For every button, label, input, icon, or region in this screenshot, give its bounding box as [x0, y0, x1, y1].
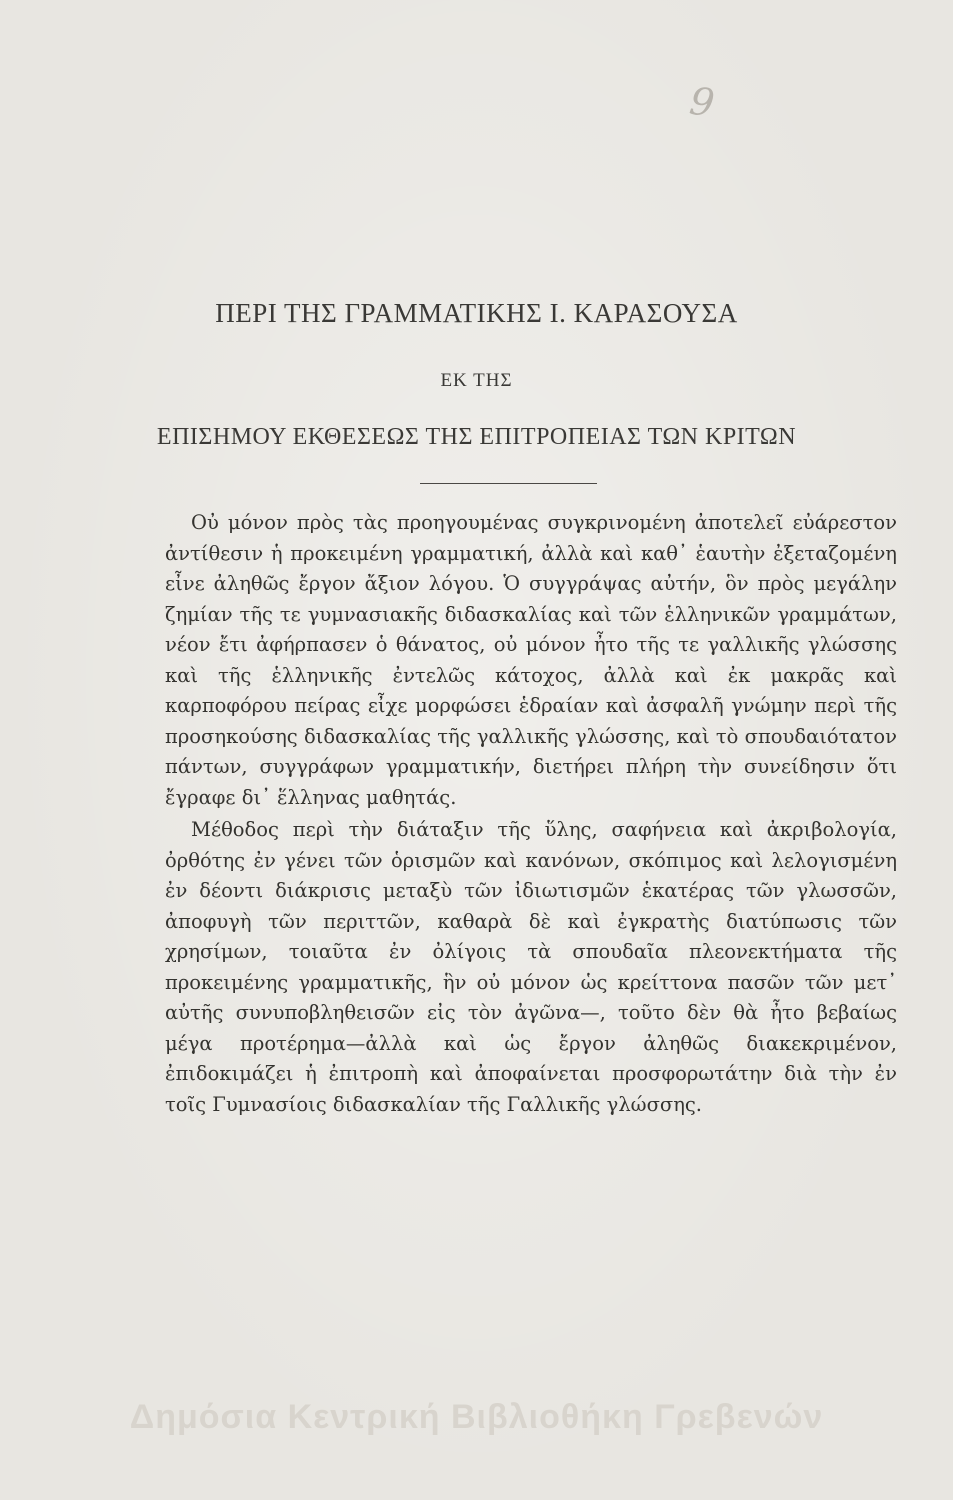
paragraph-2: Μέθοδος περὶ τὴν διάταξιν τῆς ὕλης, σαφήνεια καὶ ἀκριβολογία, ὀρθότης ἐν γένει τῶν ὁρισμῶν καὶ κανόνων, σκόπιμος καὶ λελογισμένη ἐν δέοντι διάκρισις μεταξὺ τῶν ἰδιωτισμῶν ἑκατέρας τῶν γλωσσῶν, ἀποφυγὴ τῶν περιττῶν, καθαρὰ δὲ καὶ ἐγκρατὴς διατύπωσις τῶν χρησίμων, τοιαῦτα ἐν ὀλίγοις τὰ σπουδαῖα πλεονεκτήματα τῆς προκειμένης γραμματικῆς, ἣν οὐ μόνον ὡς κρείττονα πασῶν τῶν μετ᾽ αὐτῆς συνυποβληθεισῶν εἰς τὸν ἀγῶνα—, τοῦτο δὲν θὰ ἦτο βεβαίως μέγα προτέρημα—ἀλλὰ καὶ ὡς ἔργον ἀληθῶς διακεκριμένον, ἐπιδοκιμάζει ἡ ἐπιτροπὴ καὶ ἀποφαίνεται προσφορωτάτην διὰ τὴν ἐν τοῖς Γυμνασίοις διδασκαλίαν τῆς Γαλλικῆς γλώσσης.	[165, 818, 897, 1116]
title-divider	[420, 483, 597, 484]
library-watermark: Δημόσια Κεντρική Βιβλιοθήκη Γρεβενών	[129, 1398, 824, 1436]
page-title: ΠΕΡΙ ΤΗΣ ΓΡΑΜΜΑΤΙΚΗΣ Ι. ΚΑΡΑΣΟΥΣΑ	[215, 298, 738, 328]
pencil-page-number: 9	[687, 78, 718, 126]
paragraph-1: Οὐ μόνον πρὸς τὰς προηγουμένας συγκρινομένη ἀποτελεῖ εὐάρεστον ἀντίθεσιν ἡ προκειμένη γραμματική, ἀλλὰ καὶ καθ᾽ ἑαυτὴν ἐξεταζομένη εἶνε ἀληθῶς ἔργον ἄξιον λόγου. Ὁ συγγράψας αὐτήν, ὃν πρὸς μεγάλην ζημίαν τῆς τε γυμνασιακῆς διδασκαλίας καὶ τῶν ἑλληνικῶν γραμμάτων, νέον ἔτι ἀφήρπασεν ὁ θάνατος, οὐ μόνον ἦτο τῆς τε γαλλικῆς γλώσσης καὶ τῆς ἑλληνικῆς ἐντελῶς κάτοχος, ἀλλὰ καὶ ἐκ μακρᾶς καὶ καρποφόρου πείρας εἶχε μορφώσει ἑδραίαν καὶ ἀσφαλῆ γνώμην περὶ τῆς προσηκούσης διδασκαλίας τῆς γαλλικῆς γλώσσης, καὶ τὸ σπουδαιότατον πάντων, συγγράφων γραμματικήν, διετήρει πλήρη τὴν συνείδησιν ὅτι ἔγραφε δι᾽ ἕλληνας μαθητάς.	[165, 511, 897, 809]
title-subline: ΕΚ ΤΗΣ	[440, 370, 513, 391]
title-source-line: ΕΠΙΣΗΜΟΥ ΕΚΘΕΣΕΩΣ ΤΗΣ ΕΠΙΤΡΟΠΕΙΑΣ ΤΩΝ ΚΡΙΤΩΝ	[156, 424, 797, 450]
body-text	[165, 508, 897, 1120]
